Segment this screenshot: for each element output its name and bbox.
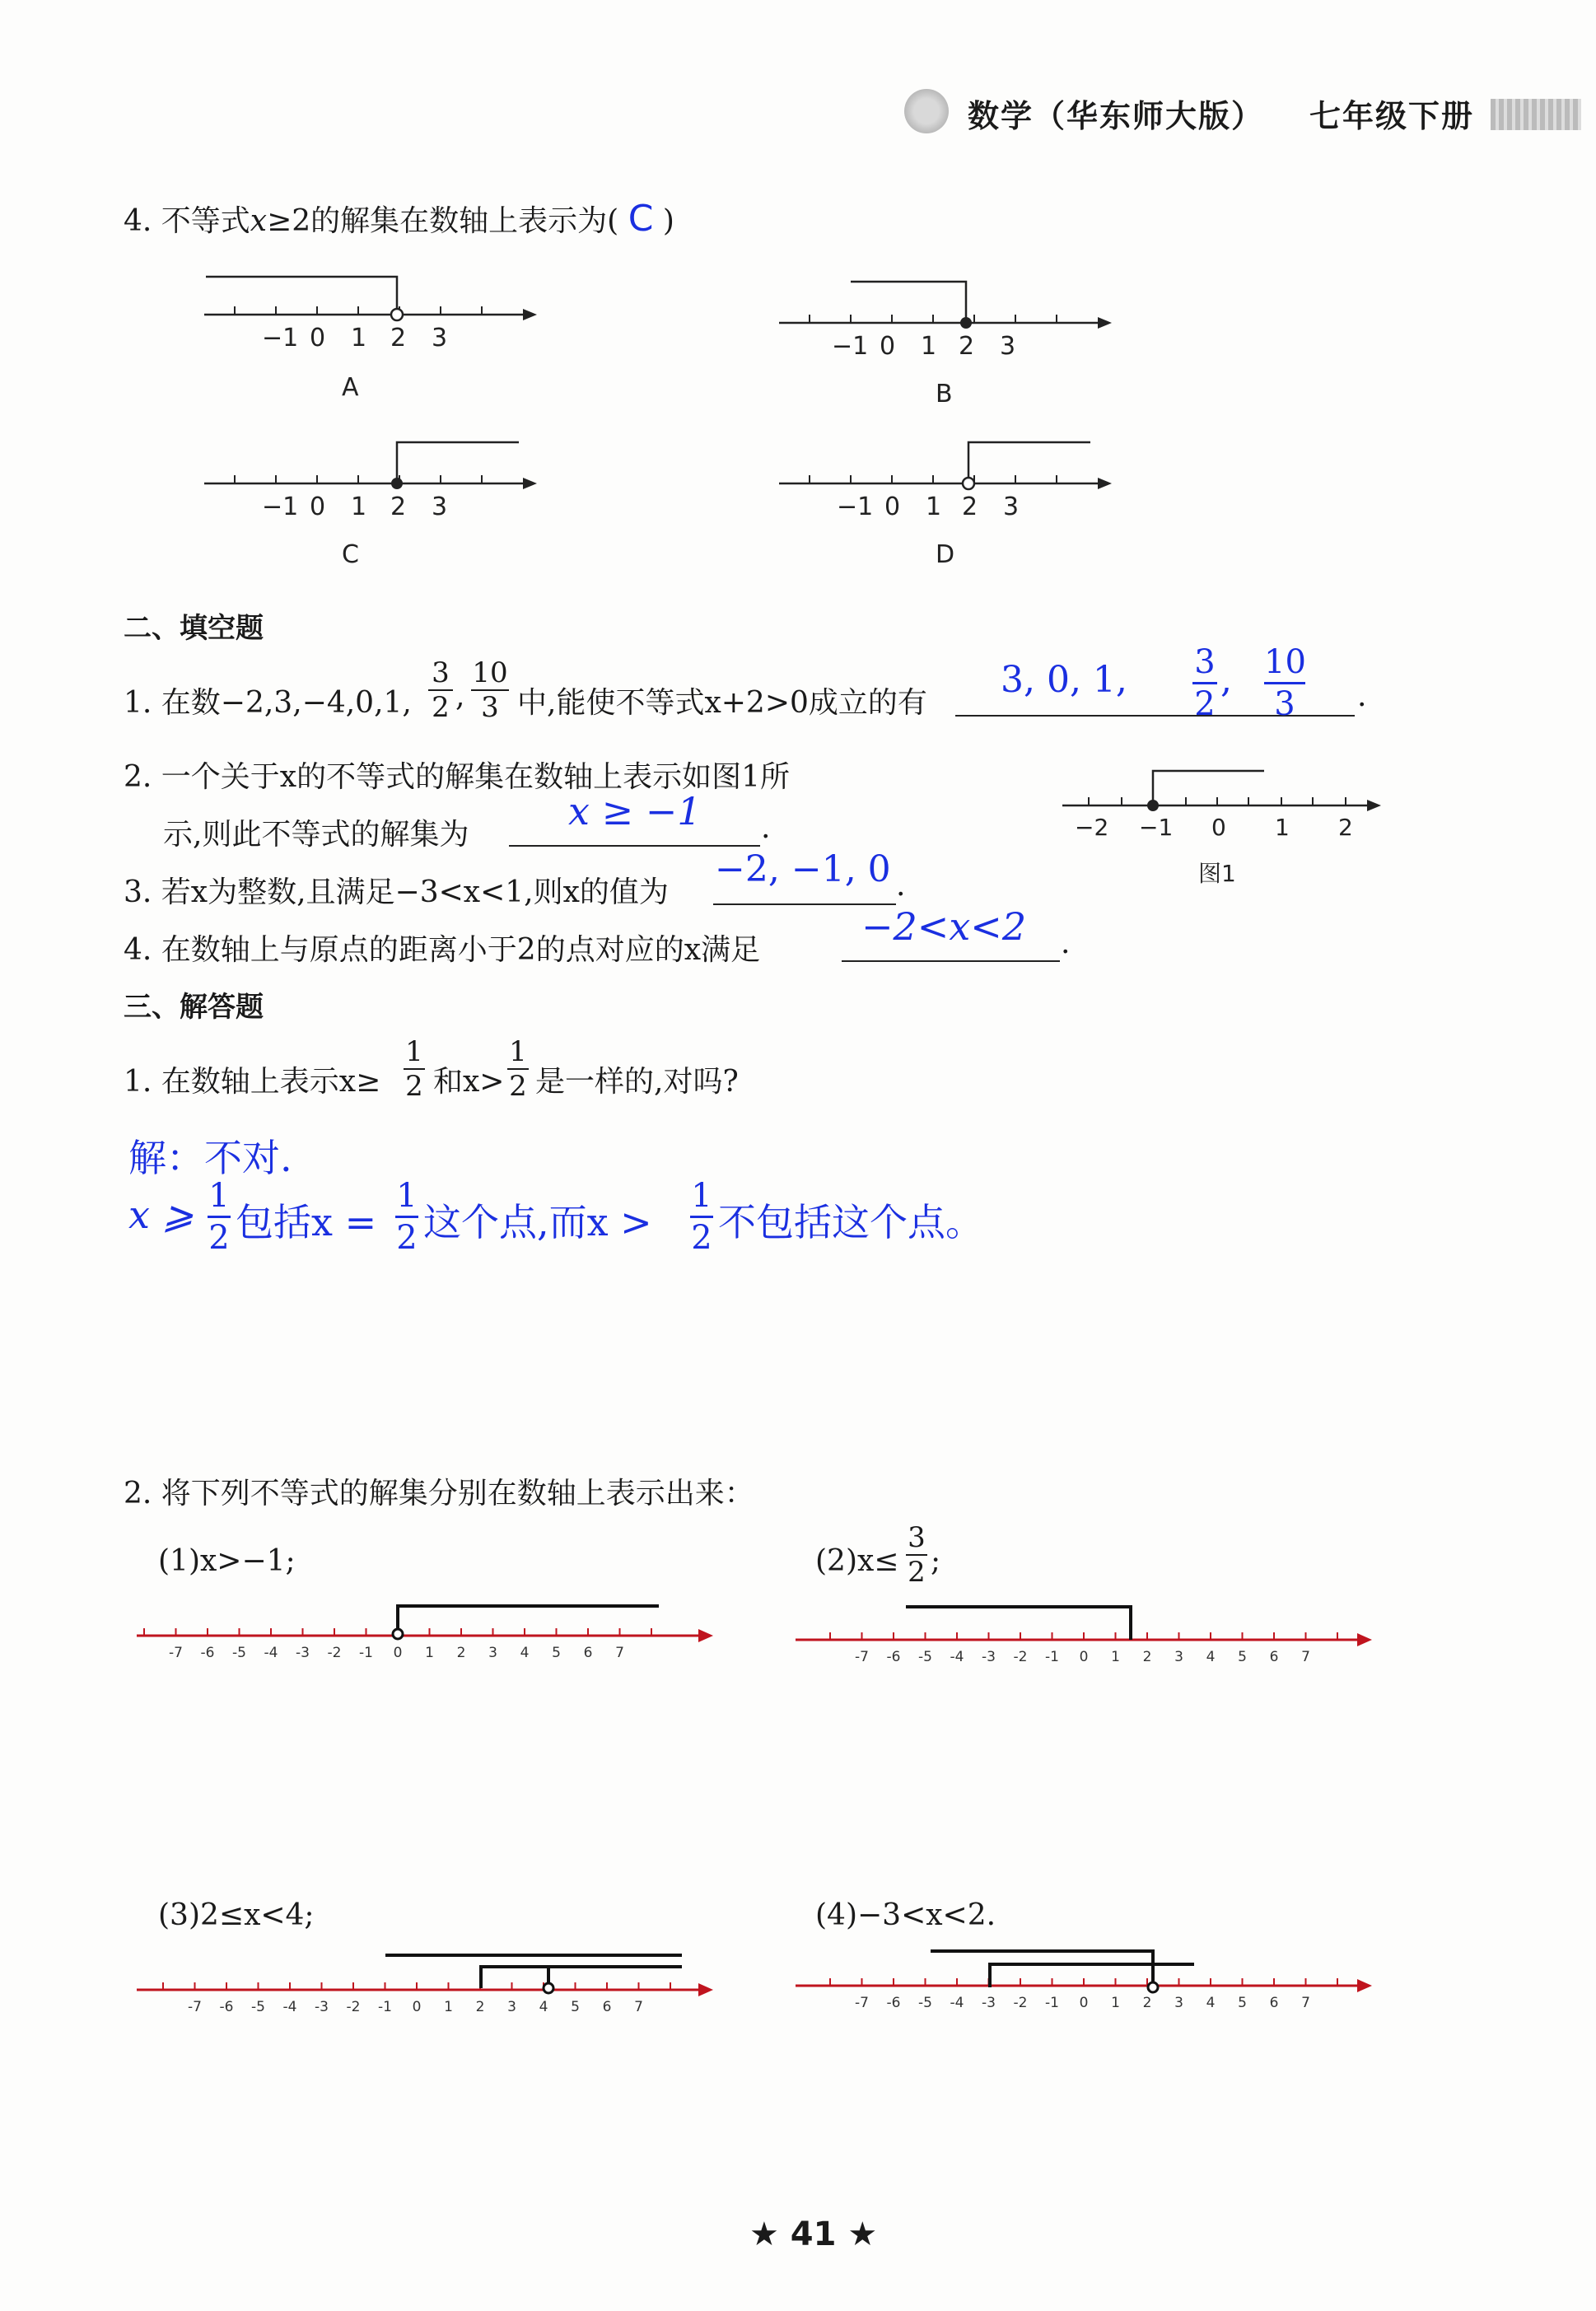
axis-tick-label: 2 (1142, 1649, 1152, 1665)
fill2-line2: 示,则此不等式的解集为 (163, 818, 469, 852)
fill1-answer-comma: , (1220, 659, 1232, 701)
fill2-figure-numberline (1058, 758, 1388, 898)
fill1-comma: , (455, 679, 465, 713)
tick-label: 2 (962, 493, 978, 521)
fill1-stem-b: 中,能使不等式x+2>0成立的有 (517, 686, 927, 720)
solve1-stem-b: 和x> (433, 1065, 505, 1099)
tick-label: 0 (1211, 814, 1226, 841)
tick-label: 2 (959, 332, 975, 361)
tick-label: 0 (880, 332, 896, 361)
axis-tick-label: 2 (475, 1999, 485, 2015)
axis-tick-label: 7 (1301, 1995, 1310, 2011)
axis-tick-label: 3 (1174, 1649, 1183, 1665)
axis-tick-label: 3 (1174, 1995, 1183, 2011)
axis-tick-label: -2 (1013, 1995, 1028, 2011)
tick-label: 2 (390, 324, 407, 352)
axis-arrow (1357, 1979, 1372, 1992)
axis-tick-label: -3 (982, 1995, 996, 2011)
axis-tick-label: -5 (251, 1999, 265, 2015)
axis-tick-label: 4 (539, 1999, 548, 2015)
header-decoration (1491, 99, 1581, 130)
fill4-stem: 4. 在数轴上与原点的距离小于2的点对应的x满足 (124, 933, 760, 967)
tick-label: 1 (351, 493, 367, 521)
axis-tick-label: 1 (425, 1645, 434, 1661)
axis-tick-label: -2 (346, 1999, 361, 2015)
solve2-stem: 2. 将下列不等式的解集分别在数轴上表示出来： (124, 1477, 754, 1510)
axis-tick-label: 6 (583, 1645, 593, 1661)
section-title-fill: 二、填空题 (124, 612, 264, 645)
axis-tick-label: 6 (1269, 1649, 1279, 1665)
tick-label: 0 (884, 493, 901, 521)
solve2-numberline-2 (791, 1594, 1384, 1668)
option-label: D (936, 540, 955, 569)
solve2-numberline-1 (132, 1590, 725, 1664)
tick-label: 3 (432, 324, 448, 352)
axis-tick-label: -6 (219, 1999, 234, 2015)
solve1-answer-fraction-1: 1 2 (208, 1177, 230, 1257)
solve2-part4: (4)−3<x<2. (815, 1898, 996, 1932)
axis-tick-label: 4 (520, 1645, 530, 1661)
axis-tick-label: -4 (282, 1999, 297, 2015)
axis-tick-label: 7 (1301, 1649, 1310, 1665)
section-title-solve: 三、解答题 (124, 991, 264, 1024)
axis-arrow (698, 1983, 713, 1996)
tick-label: −1 (1139, 814, 1174, 841)
tick-label: −1 (262, 324, 299, 352)
axis-tick-label: 7 (615, 1645, 624, 1661)
axis-tick-label: -7 (855, 1649, 869, 1665)
fill2-answer-line (509, 845, 760, 847)
q4-option-c-numberline (198, 432, 544, 589)
axis-tick-label: -1 (1045, 1995, 1059, 2011)
tick-label: −1 (832, 332, 869, 361)
fill2-end: . (761, 811, 771, 845)
option-label: A (342, 373, 359, 402)
axis-tick-label: -3 (315, 1999, 329, 2015)
fill1-fraction-10-3: 10 3 (472, 656, 508, 724)
tick-label: −1 (837, 493, 874, 521)
fill3-answer: −2, −1, 0 (715, 848, 891, 890)
fill1-answer: 3, 0, 1, (1001, 659, 1127, 701)
solve1-stem-c: 是一样的,对吗? (535, 1065, 739, 1099)
fill4-answer-line (842, 960, 1060, 962)
axis-tick-label: -6 (200, 1645, 215, 1661)
page-number: ★ 41 ★ (749, 2215, 878, 2253)
tick-label: −2 (1075, 814, 1109, 841)
axis-tick-label: 1 (1111, 1649, 1120, 1665)
tick-label: 0 (310, 324, 326, 352)
axis-tick-label: 1 (444, 1999, 453, 2015)
q4-option-a-numberline (198, 264, 544, 428)
fill2-line1: 2. 一个关于x的不等式的解集在数轴上表示如图1所 (124, 760, 790, 794)
fill1-end: . (1357, 679, 1367, 713)
solve2-part2-a: (2)x≤ (815, 1544, 899, 1578)
tick-label: 3 (1003, 493, 1020, 521)
tick-label: 1 (926, 493, 942, 521)
header-grade: 七年级下册 (1309, 97, 1475, 134)
axis-tick-label: 0 (393, 1645, 403, 1661)
fill1-fraction-3-2: 3 2 (428, 659, 453, 721)
axis-tick-label: 0 (412, 1999, 422, 2015)
tick-label: 1 (1275, 814, 1290, 841)
axis-tick-label: 0 (1079, 1649, 1089, 1665)
axis-tick-label: 0 (1079, 1995, 1089, 2011)
axis-tick-label: 3 (488, 1645, 497, 1661)
solve2-numberline-3 (132, 1944, 725, 2018)
q4-stem: 4. 不等式x≥2的解集在数轴上表示为( C ) (124, 198, 674, 240)
solve1-fraction-2: 1 2 (507, 1038, 529, 1100)
solve1-stem-a: 1. 在数轴上表示x≥ (124, 1065, 381, 1099)
header-logo-icon (904, 89, 949, 133)
tick-label: 3 (432, 493, 448, 521)
figure-caption: 图1 (1198, 860, 1236, 887)
solve2-part2-fraction: 3 2 (906, 1524, 927, 1586)
fill4-end: . (1061, 927, 1071, 960)
axis-tick-label: -5 (918, 1649, 932, 1665)
solve1-answer-fraction-2: 1 2 (396, 1177, 418, 1257)
axis-tick-label: 2 (456, 1645, 466, 1661)
axis-tick-label: -4 (264, 1645, 278, 1661)
axis-tick-label: 6 (602, 1999, 612, 2015)
fill2-answer: x ≥ −1 (568, 789, 702, 833)
solve1-fraction-1: 1 2 (404, 1038, 425, 1100)
fill1-answer-fraction-10-3: 10 3 (1264, 643, 1306, 723)
axis-arrow (698, 1629, 713, 1642)
solve1-answer-b: 包括x = (236, 1200, 377, 1244)
q4-option-b-numberline (772, 272, 1118, 428)
axis-tick-label: -6 (886, 1995, 901, 2011)
tick-label: 2 (1338, 814, 1353, 841)
fill4-answer: −2<x<2 (861, 904, 1027, 949)
header-subject: 数学（华东师大版） (968, 97, 1265, 134)
solve2-part2-b: ; (931, 1544, 941, 1578)
axis-tick-label: -1 (1045, 1649, 1059, 1665)
axis-tick-label: 4 (1206, 1649, 1216, 1665)
axis-tick-label: -6 (886, 1649, 901, 1665)
axis-tick-label: -7 (169, 1645, 183, 1661)
axis-tick-label: -7 (855, 1995, 869, 2011)
axis-tick-label: 5 (1238, 1995, 1247, 2011)
axis-tick-label: -5 (918, 1995, 932, 2011)
solve1-answer-c: 这个点,而x > (423, 1200, 652, 1244)
tick-label: 3 (1000, 332, 1016, 361)
axis-tick-label: 4 (1206, 1995, 1216, 2011)
option-label: C (342, 540, 359, 569)
solve1-answer-fraction-3: 1 2 (691, 1177, 712, 1257)
fill1-answer-fraction-3-2: 3 2 (1192, 646, 1217, 721)
fill3-end: . (896, 869, 906, 903)
q4-option-d-numberline (772, 432, 1118, 589)
solve2-part3: (3)2≤x<4; (158, 1898, 315, 1932)
tick-label: 2 (390, 493, 407, 521)
axis-tick-label: -3 (982, 1649, 996, 1665)
axis-tick-label: 5 (1238, 1649, 1247, 1665)
solve1-answer-line1: 解：不对. (128, 1136, 292, 1180)
axis-tick-label: 5 (571, 1999, 580, 2015)
axis-tick-label: -1 (359, 1645, 373, 1661)
axis-tick-label: 1 (1111, 1995, 1120, 2011)
axis-tick-label: 3 (507, 1999, 516, 2015)
axis-tick-label: 6 (1269, 1995, 1279, 2011)
fill1-stem-a: 1. 在数−2,3,−4,0,1, (124, 686, 412, 720)
solve1-answer-d: 不包括这个点。 (718, 1200, 983, 1244)
axis-tick-label: 2 (1142, 1995, 1152, 2011)
tick-label: 1 (921, 332, 937, 361)
axis-tick-label: -4 (950, 1995, 964, 2011)
tick-label: 1 (351, 324, 367, 352)
tick-label: −1 (262, 493, 299, 521)
axis-arrow (1357, 1633, 1372, 1646)
solve2-part1: (1)x>−1; (158, 1544, 296, 1578)
axis-tick-label: 5 (552, 1645, 561, 1661)
fill3-stem: 3. 若x为整数,且满足−3<x<1,则x的值为 (124, 875, 669, 909)
axis-tick-label: -3 (296, 1645, 310, 1661)
tick-label: 0 (310, 493, 326, 521)
solve2-numberline-4 (791, 1940, 1384, 2014)
solve1-answer-a: x ⩾ (128, 1193, 194, 1237)
axis-tick-label: 7 (634, 1999, 643, 2015)
axis-tick-label: -4 (950, 1649, 964, 1665)
axis-tick-label: -5 (232, 1645, 246, 1661)
axis-tick-label: -1 (378, 1999, 392, 2015)
option-label: B (936, 380, 953, 409)
axis-tick-label: -2 (1013, 1649, 1028, 1665)
axis-tick-label: -2 (327, 1645, 342, 1661)
axis-tick-label: -7 (188, 1999, 202, 2015)
q4-answer: C (628, 198, 654, 240)
